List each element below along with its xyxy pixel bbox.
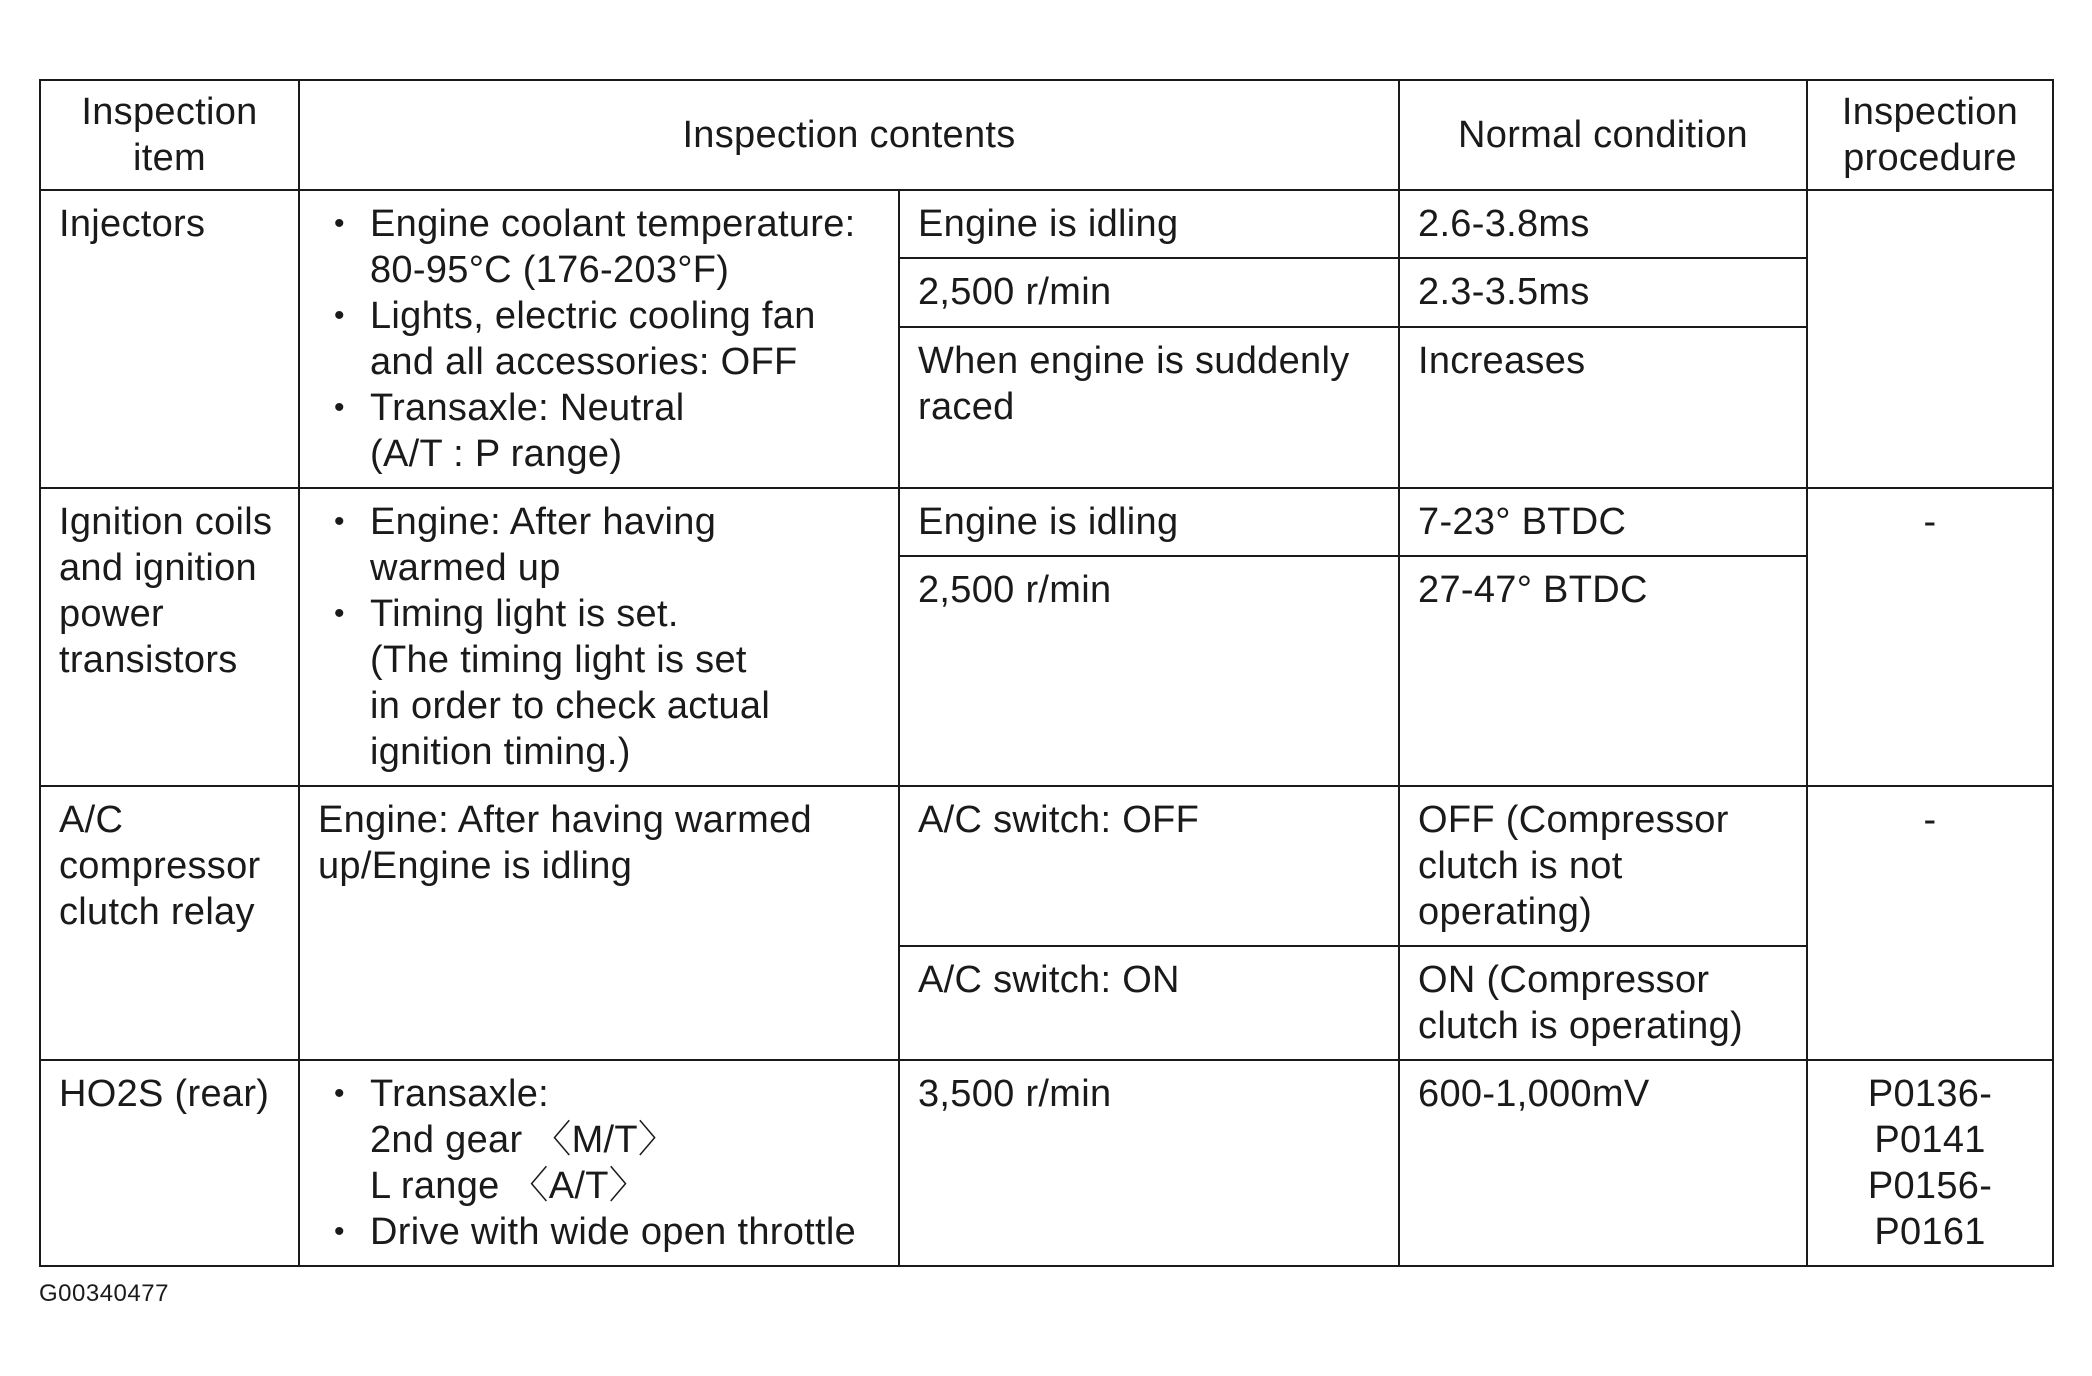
state-cell: 2,500 r/min [899,556,1399,786]
state-cell: 2,500 r/min [899,258,1399,326]
procedure-ignition: - [1807,488,2053,786]
condition-item: • Transaxle: 2nd gear 〈M/T〉 L range 〈A/T〉 [370,1071,880,1209]
state-cell: 3,500 r/min [899,1060,1399,1266]
figure-id: G00340477 [39,1280,169,1307]
state-cell: When engine is suddenly raced [899,327,1399,488]
condition-item: • Timing light is set. (The timing light is set in order to check actual ignition timing.) [370,591,880,775]
conditions-ho2s [299,1060,899,1266]
table-row [40,1060,2053,1266]
normal-cell: 2.3-3.5ms [1399,258,1807,326]
item-ignition: Ignition coils and ignition power transistors [40,488,299,786]
normal-cell: 7-23° BTDC [1399,488,1807,556]
condition-ac: Engine: After having warmed up/Engine is idling [299,786,899,1060]
procedure-ho2s: P0136- P0141 P0156- P0161 [1807,1060,2053,1266]
item-injectors: Injectors [40,190,299,488]
procedure-injectors [1807,190,2053,488]
header-normal-condition: Normal condition [1399,80,1807,190]
state-cell: A/C switch: OFF [899,786,1399,946]
conditions-injectors [299,190,899,488]
table-row [40,190,2053,258]
procedure-ac: - [1807,786,2053,1060]
table-row [40,488,2053,556]
state-cell: Engine is idling [899,190,1399,258]
condition-item: • Engine coolant temperature: 80-95°C (176-203°F) [370,201,880,293]
condition-item: • Drive with wide open throttle [370,1209,880,1255]
condition-list [318,201,880,477]
normal-cell: Increases [1399,327,1807,488]
condition-list [318,1071,880,1255]
header-inspection-contents: Inspection contents [299,80,1399,190]
normal-cell: 600-1,000mV [1399,1060,1807,1266]
normal-cell: 27-47° BTDC [1399,556,1807,786]
conditions-ignition [299,488,899,786]
condition-list [318,499,880,775]
normal-cell: 2.6-3.8ms [1399,190,1807,258]
table-row [40,786,2053,946]
state-cell: A/C switch: ON [899,946,1399,1060]
state-cell: Engine is idling [899,488,1399,556]
condition-item: • Transaxle: Neutral (A/T : P range) [370,385,880,477]
condition-item: • Engine: After having warmed up [370,499,880,591]
header-inspection-procedure: Inspection procedure [1807,80,2053,190]
condition-item: • Lights, electric cooling fan and all accessories: OFF [370,293,880,385]
inspection-table [39,79,2054,1267]
item-ac: A/C compressor clutch relay [40,786,299,1060]
normal-cell: OFF (Compressor clutch is not operating) [1399,786,1807,946]
header-row [40,80,2053,190]
header-inspection-item: Inspection item [40,80,299,190]
normal-cell: ON (Compressor clutch is operating) [1399,946,1807,1060]
item-ho2s: HO2S (rear) [40,1060,299,1266]
